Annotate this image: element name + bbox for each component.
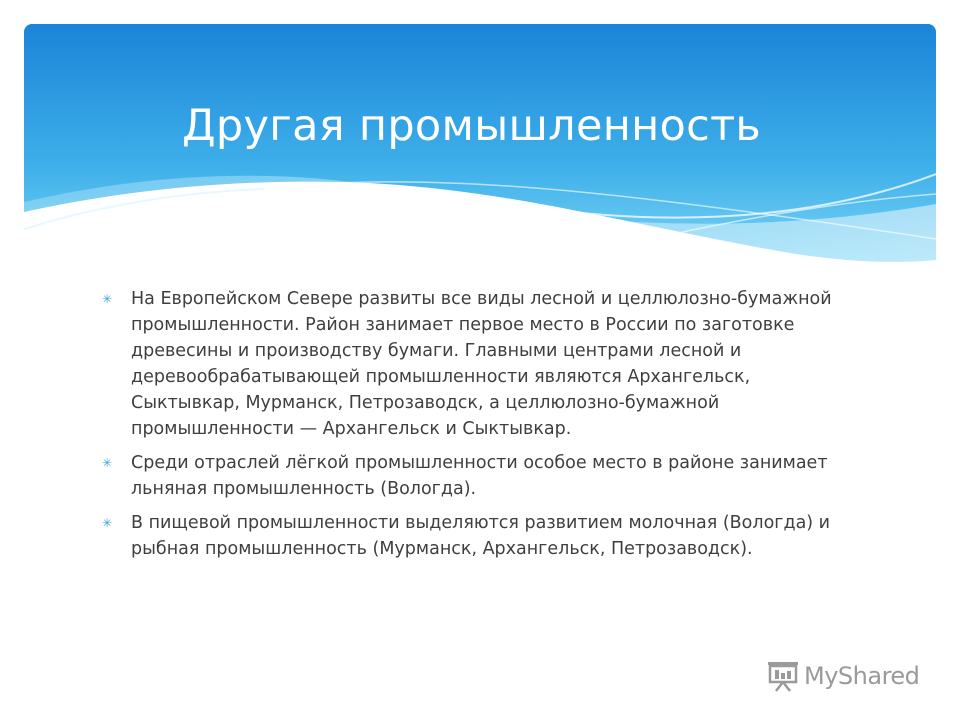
- bullet-text: В пищевой промышленности выделяются развитием молочная (Вологда) и рыбная промышленность (Мурманск, Архангельск, Петрозаводск).: [131, 513, 831, 559]
- projector-screen-icon: [766, 660, 800, 692]
- list-item: [100, 286, 860, 442]
- list-item: [100, 450, 860, 502]
- slide-title: Другая промышленность: [182, 101, 762, 151]
- asterisk-bullet-icon: ✳: [101, 516, 113, 530]
- bullet-list: [100, 286, 860, 570]
- watermark-text: MyShared: [804, 662, 920, 690]
- asterisk-bullet-icon: ✳: [101, 292, 113, 306]
- bullet-text: Среди отраслей лёгкой промышленности особое место в районе занимает льняная промышленность (Вологда).: [131, 453, 828, 499]
- watermark-logo: [766, 656, 936, 696]
- bullet-text: На Европейском Севере развиты все виды лесной и целлюлозно-бумажной промышленности. Район занимает первое место в России по заготовке древесины и производству бумаги. Главными центрами лесной и деревообрабатывающей промышленности являются Архангельск, Сыктывкар, Мурманск, Петрозаводск, а целлюлозно-бумажной промышленности — Архангельск и Сыктывкар.: [131, 289, 832, 439]
- header-banner: [24, 24, 936, 264]
- asterisk-bullet-icon: ✳: [101, 456, 113, 470]
- list-item: [100, 510, 860, 562]
